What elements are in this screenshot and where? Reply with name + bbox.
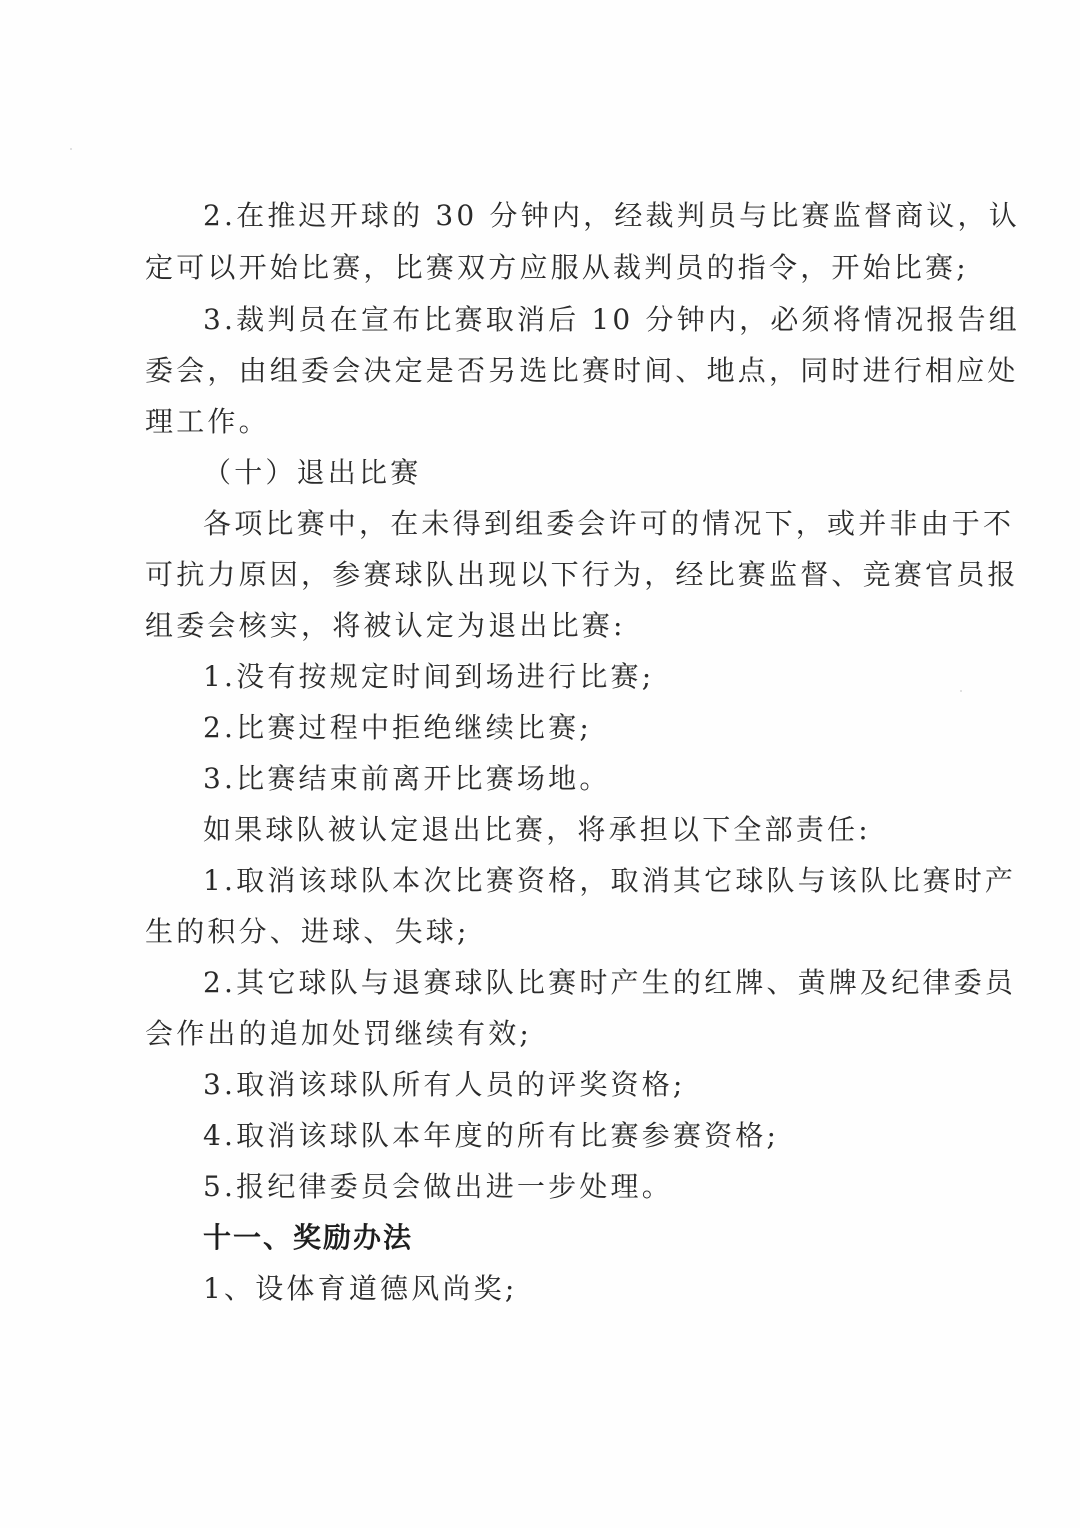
scan-speck — [960, 690, 962, 692]
paragraph-line: 3.裁判员在宣布比赛取消后 10 分钟内，必须将情况报告组 — [203, 303, 1020, 336]
paragraph-line: 委会，由组委会决定是否另选比赛时间、地点，同时进行相应处 — [145, 354, 1019, 387]
section-subheading: （十）退出比赛 — [203, 456, 422, 489]
paragraph-line: 定可以开始比赛，比赛双方应服从裁判员的指令，开始比赛; — [145, 251, 969, 284]
paragraph-line: 理工作。 — [145, 405, 270, 438]
list-item: 4.取消该球队本年度的所有比赛参赛资格; — [203, 1119, 780, 1152]
paragraph-line: 各项比赛中，在未得到组委会许可的情况下，或并非由于不 — [203, 507, 1015, 540]
section-heading: 十一、奖励办法 — [203, 1221, 414, 1254]
paragraph-line: 2.在推迟开球的 30 分钟内，经裁判员与比赛监督商议，认 — [203, 199, 1020, 232]
list-item: 1.没有按规定时间到场进行比赛; — [203, 660, 655, 693]
list-item-continuation: 生的积分、进球、失球; — [145, 915, 470, 948]
list-item: 3.比赛结束前离开比赛场地。 — [203, 762, 611, 795]
list-item: 2.比赛过程中拒绝继续比赛; — [203, 711, 592, 744]
list-item: 1.取消该球队本次比赛资格，取消其它球队与该队比赛时产 — [203, 864, 1017, 897]
paragraph-line: 如果球队被认定退出比赛，将承担以下全部责任: — [203, 813, 871, 846]
paragraph-line: 可抗力原因，参赛球队出现以下行为，经比赛监督、竞赛官员报 — [145, 558, 1019, 591]
list-item-continuation: 会作出的追加处罚继续有效; — [145, 1017, 533, 1050]
list-item: 1、设体育道德风尚奖; — [203, 1272, 518, 1305]
paragraph-line: 组委会核实，将被认定为退出比赛: — [145, 609, 626, 642]
list-item: 3.取消该球队所有人员的评奖资格; — [203, 1068, 686, 1101]
list-item: 2.其它球队与退赛球队比赛时产生的红牌、黄牌及纪律委员 — [203, 966, 1017, 999]
scan-speck — [70, 148, 72, 150]
list-item: 5.报纪律委员会做出进一步处理。 — [203, 1170, 673, 1203]
